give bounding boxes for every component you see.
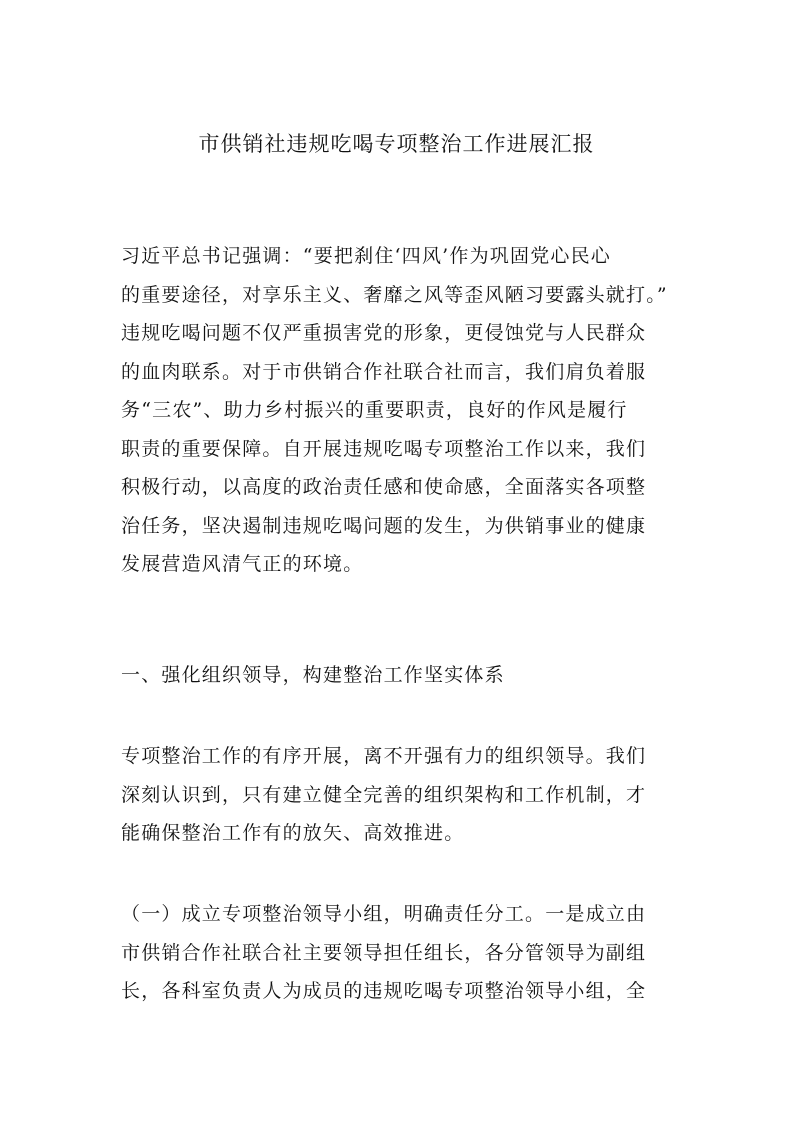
section-heading-1: 一、强化组织领导，构建整治工作坚实体系 (121, 664, 505, 686)
subsection-1-paragraph: （一）成立专项整治领导小组，明确责任分工。一是成立由 市供销合作社联合社主要领导担任组长，各分管领导为副组 长，各科室负责人为成员的违规吃喝专项整治领导小组，全 (121, 903, 647, 1002)
document-title: 市供销社违规吃喝专项整治工作进展汇报 (198, 132, 595, 156)
section-1-paragraph: 专项整治工作的有序开展，离不开强有力的组织领导。我们 深刻认识到，只有建立健全完善的组织架构和工作机制，才 能确保整治工作有的放矢、高效推进。 (121, 745, 647, 844)
intro-paragraph: 习近平总书记强调：“要把刹住‘四风’作为巩固党心民心 的重要途径，对享乐主义、奢靡之风等歪风陋习要露头就打。” 违规吃喝问题不仅严重损害党的形象，更侵蚀党与人民群众 的血肉联系。对于市供销合作社联合社而言，我们肩负着服 务“三农”、助力乡村振兴的重要职责，良好的作风是履行 职责的重要保障。自开展违规吃喝专项整治工作以来，我们 积极行动，以高度的政治责任感和使命感，全面落实各项整 治任务，坚决遏制违规吃喝问题的发生，为供销事业的健康 发展营造风清气正的环境。 (121, 245, 668, 575)
